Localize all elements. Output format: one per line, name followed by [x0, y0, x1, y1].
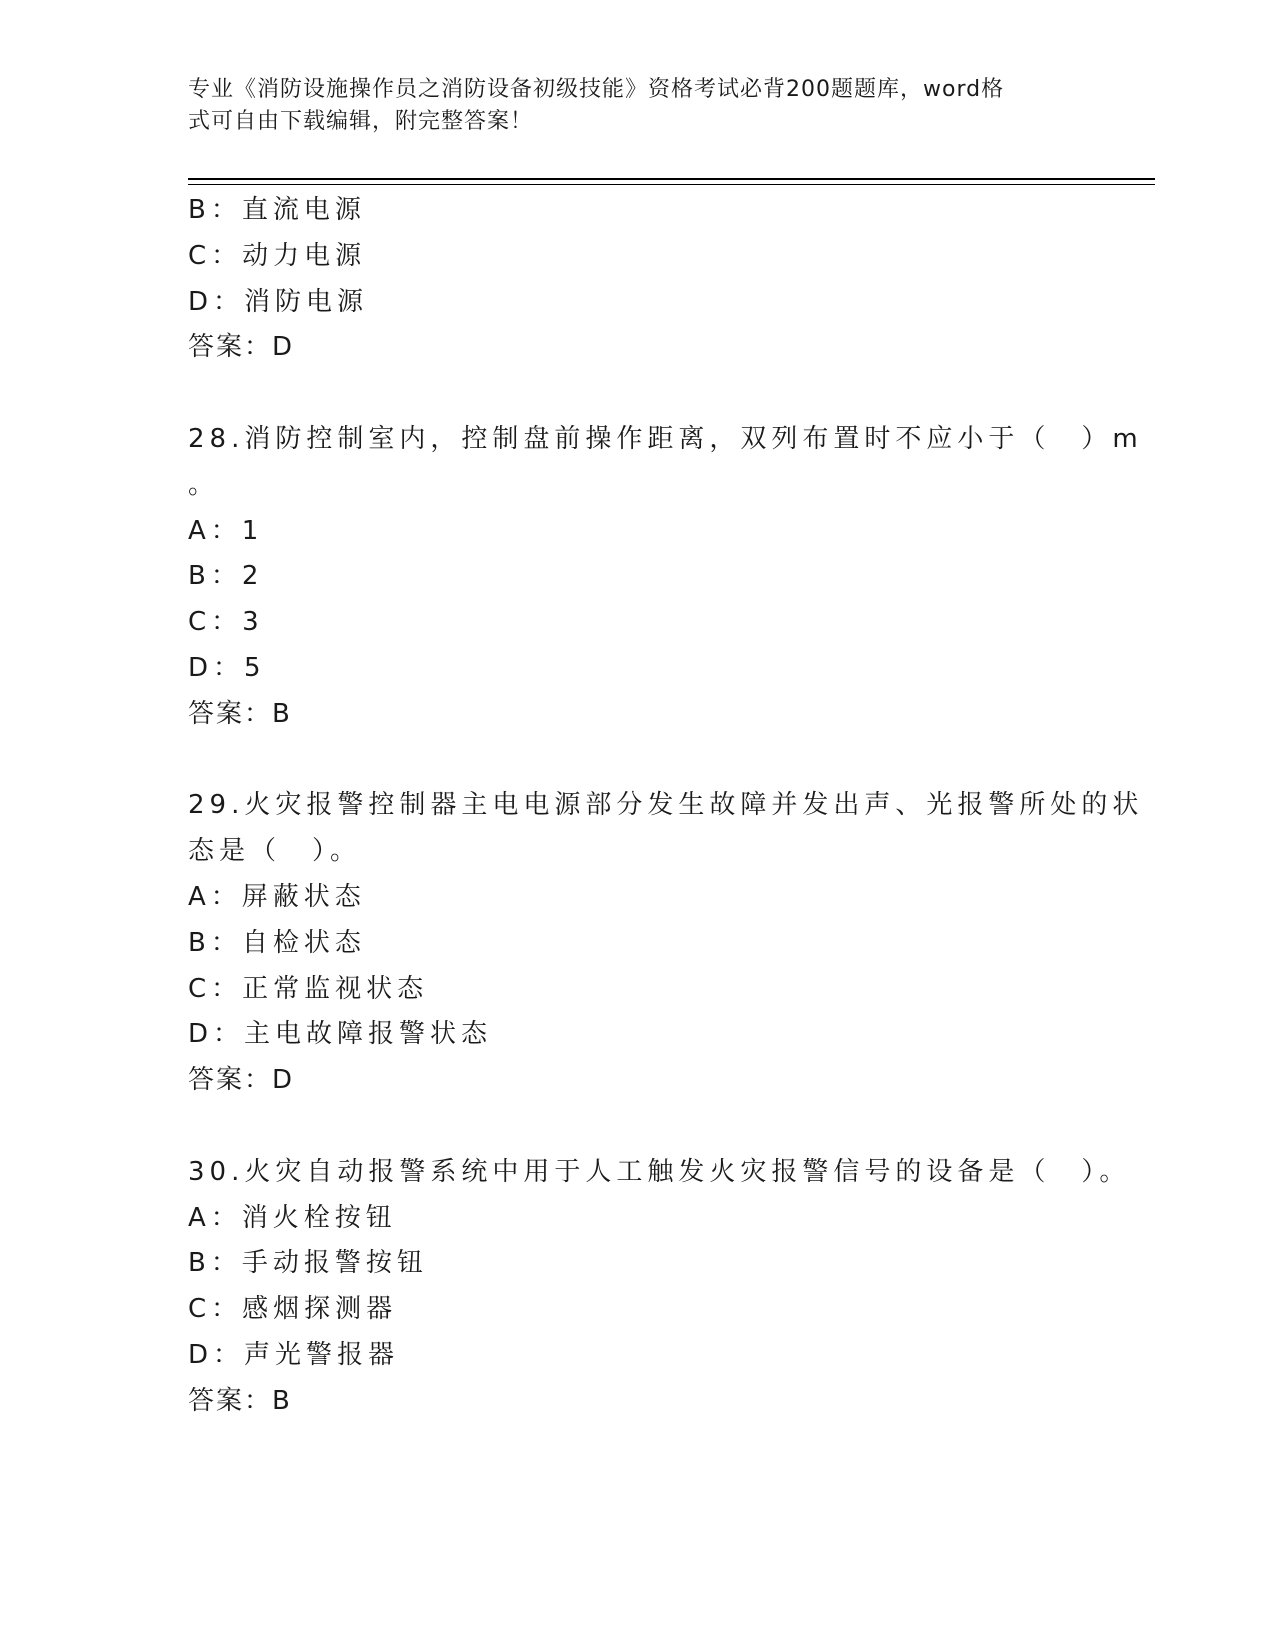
option-b: B：自检状态	[188, 927, 366, 958]
option-a: A：屏蔽状态	[188, 881, 366, 912]
question-stem-continued: 。	[188, 469, 220, 500]
question-27-partial	[188, 188, 1088, 371]
question-29	[188, 783, 1144, 1104]
question-stem: 30.火灾自动报警系统中用于人工触发火灾报警信号的设备是（ ）。	[188, 1156, 1131, 1187]
document-header	[188, 74, 1068, 138]
option-b: B：2	[188, 561, 264, 592]
option-d: D：主电故障报警状态	[188, 1019, 493, 1050]
spacer	[188, 371, 1088, 417]
option-c: C：正常监视状态	[188, 973, 429, 1004]
question-stem-continued: 态是（ ）。	[188, 836, 362, 867]
answer: 答案：B	[188, 1385, 292, 1416]
option-d: D：5	[188, 652, 266, 683]
option-c: C：3	[188, 607, 264, 638]
header-rule-thin	[188, 184, 1155, 185]
option-a: A：1	[188, 515, 264, 546]
header-line-1: 专业《消防设施操作员之消防设备初级技能》资格考试必背200题题库，word格	[188, 77, 1005, 102]
question-30	[188, 1150, 1131, 1425]
spacer	[188, 738, 1088, 784]
question-stem: 29.火灾报警控制器主电电源部分发生故障并发出声、光报警所处的状	[188, 790, 1144, 821]
header-line-2: 式可自由下载编辑，附完整答案！	[188, 109, 534, 134]
option-c: C：动力电源	[188, 240, 367, 271]
spacer	[188, 1104, 1088, 1150]
option-c: C：感烟探测器	[188, 1294, 398, 1325]
answer: 答案：D	[188, 332, 295, 363]
header-rule-thick	[188, 178, 1155, 180]
question-stem: 28.消防控制室内，控制盘前操作距离，双列布置时不应小于（ ）m	[188, 423, 1143, 454]
question-list	[188, 188, 1144, 1425]
option-b: B：直流电源	[188, 195, 366, 225]
answer: 答案：D	[188, 1065, 295, 1096]
option-a: A：消火栓按钮	[188, 1202, 397, 1233]
answer: 答案：B	[188, 698, 292, 729]
option-d: D：声光警报器	[188, 1339, 400, 1370]
option-d: D：消防电源	[188, 286, 369, 317]
question-28	[188, 417, 1143, 738]
option-b: B：手动报警按钮	[188, 1248, 428, 1279]
